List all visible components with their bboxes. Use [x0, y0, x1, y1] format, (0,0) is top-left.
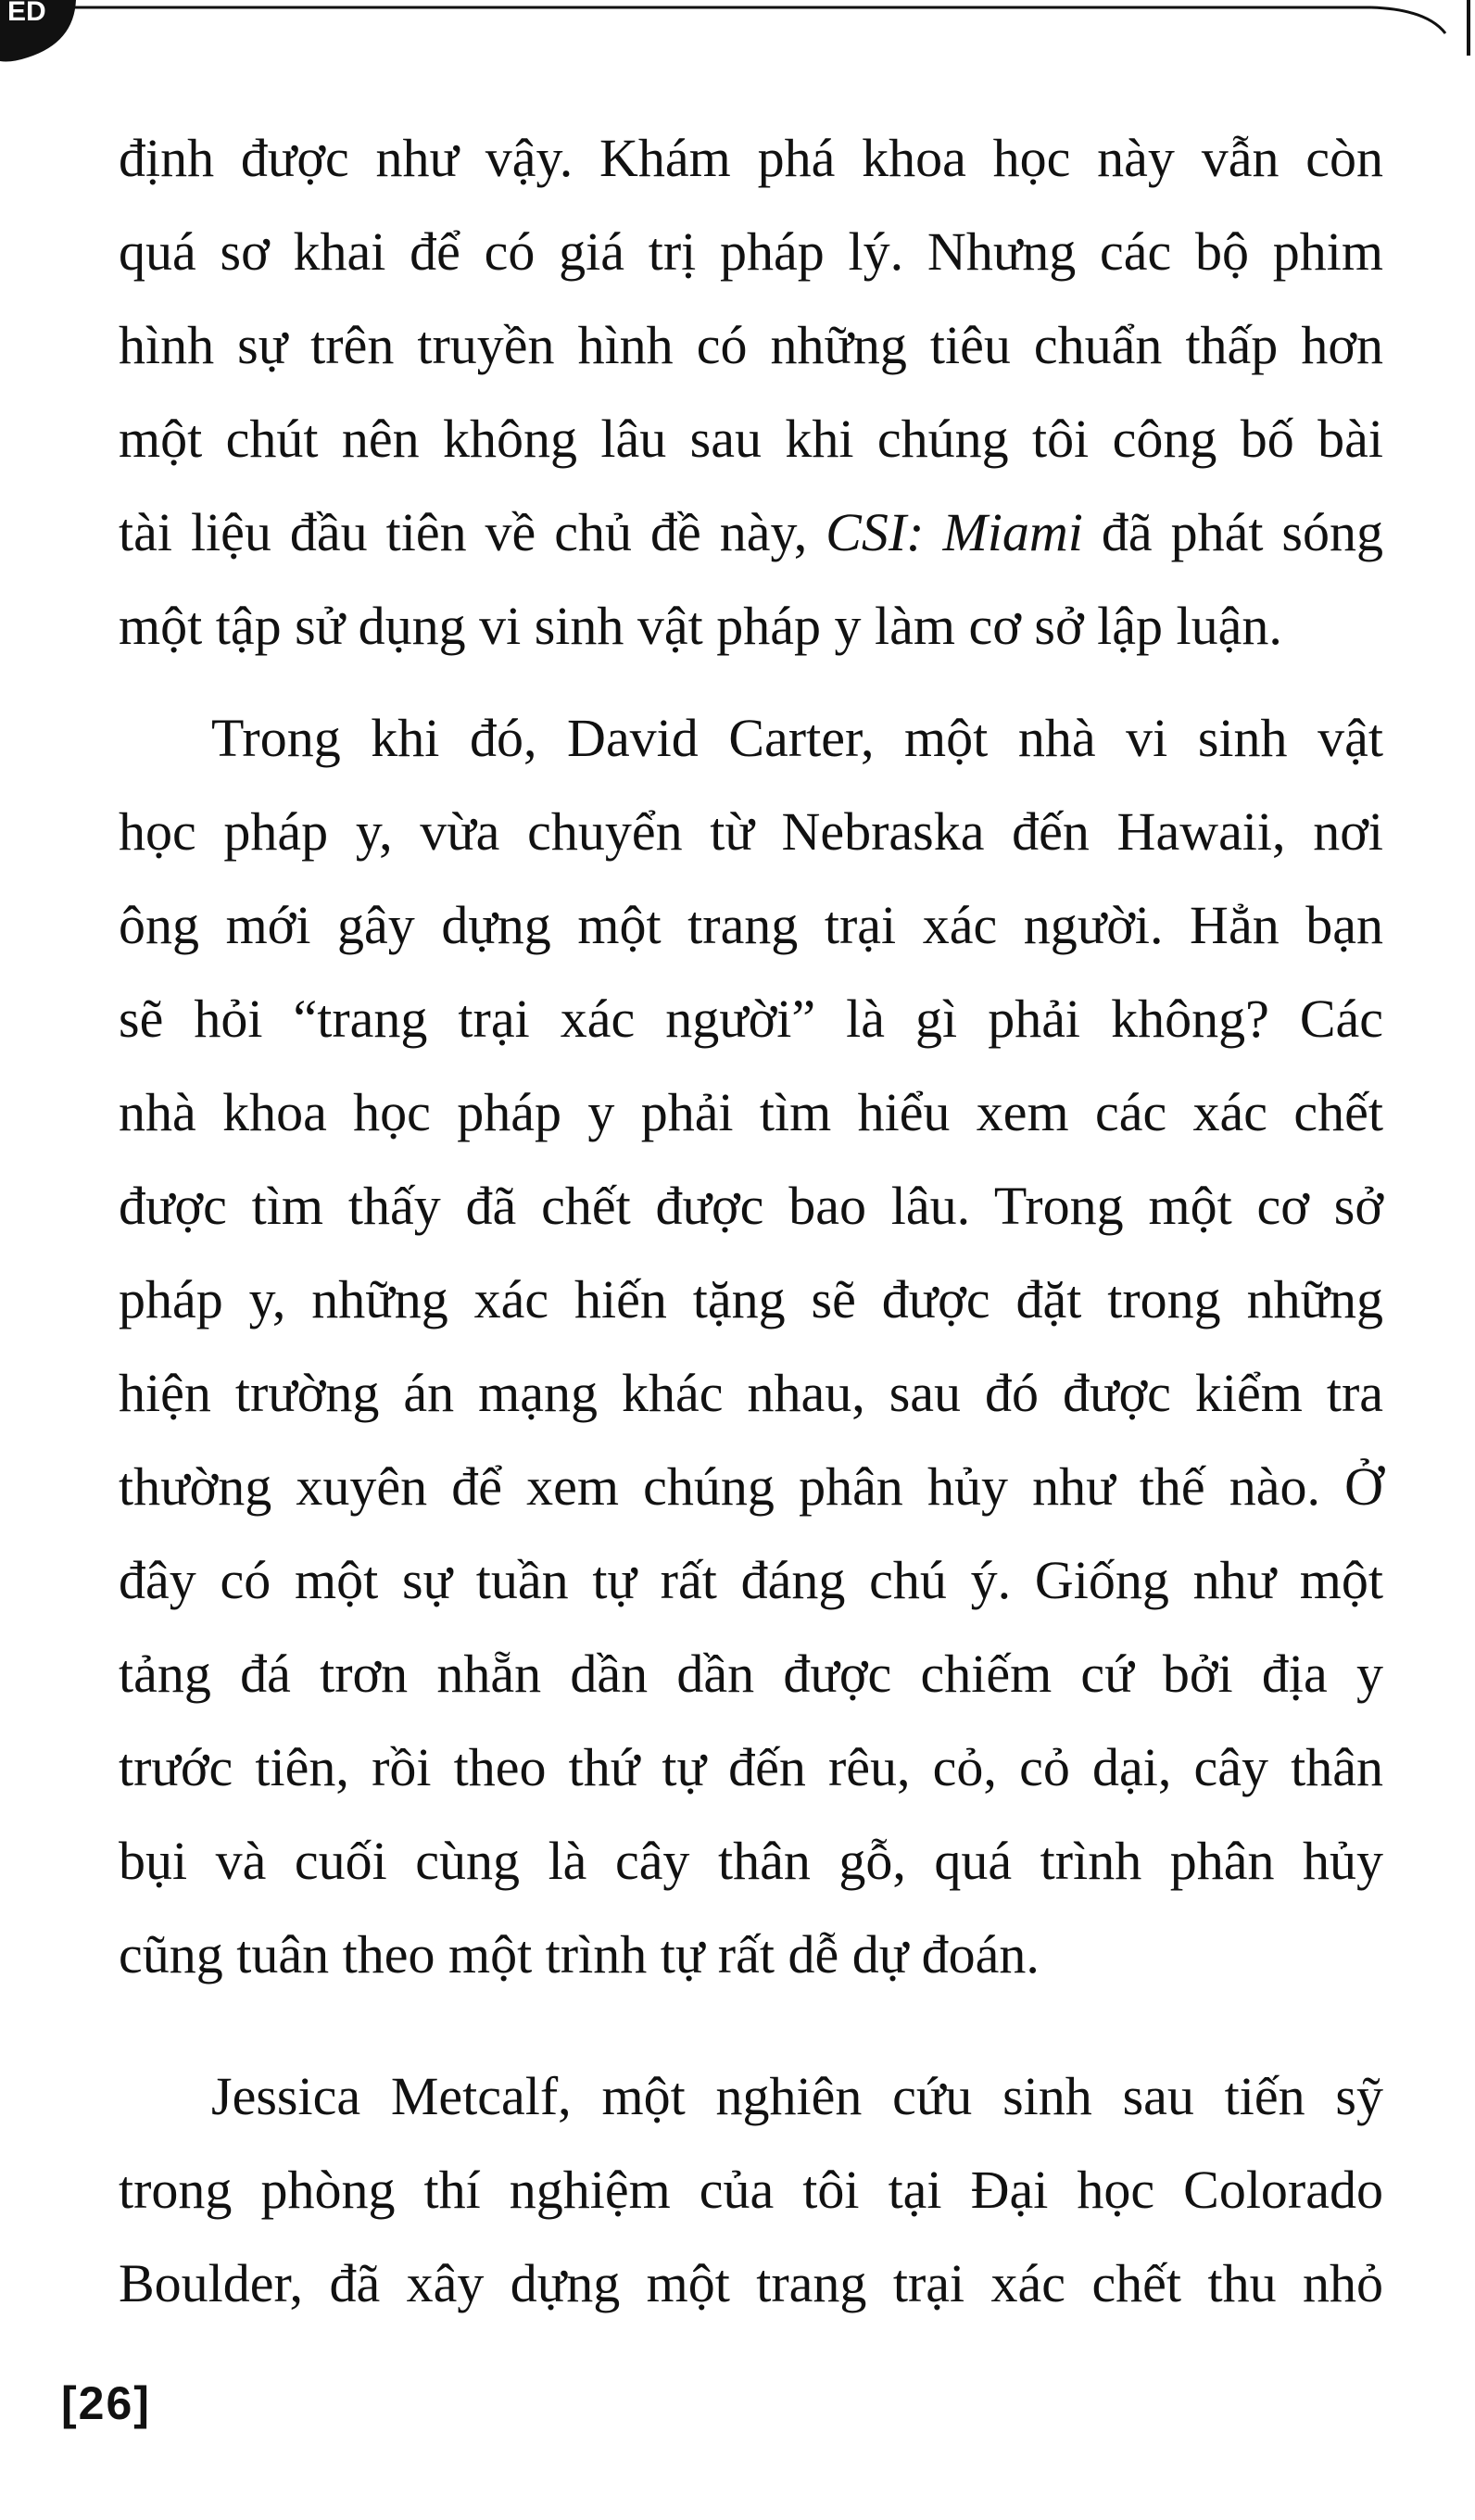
corner-badge-text: ED [7, 0, 46, 27]
text-line: một chút nên không lâu sau khi chúng tôi công bố bài [119, 409, 1383, 469]
text-line: Jessica Metcalf, một nghiên cứu sinh sau tiến sỹ [211, 2066, 1383, 2126]
text-line: một tập sử dụng vi sinh vật pháp y làm cơ sở lập luận. [119, 596, 1282, 656]
paragraph-1 [119, 111, 1383, 673]
page-content [119, 111, 1383, 2330]
text-line: hiện trường án mạng khác nhau, sau đó được kiểm tra [119, 1363, 1383, 1423]
text-line: ông mới gây dựng một trang trại xác người. Hẳn bạn [119, 895, 1383, 955]
text-line: trước tiên, rồi theo thứ tự đến rêu, cỏ, cỏ dại, cây thân [119, 1737, 1383, 1797]
text-line: tảng đá trơn nhẵn dần dần được chiếm cứ bởi địa y [119, 1644, 1383, 1704]
text-line: sẽ hỏi “trang trại xác người” là gì phải không? Các [119, 989, 1383, 1049]
text-line: định được như vậy. Khám phá khoa học này vẫn còn [119, 128, 1383, 188]
text-line: cũng tuân theo một trình tự rất dễ dự đoán. [119, 1924, 1040, 1984]
show-title: CSI: Miami [826, 502, 1083, 562]
text-segment: đã phát sóng [1082, 502, 1383, 562]
text-line: pháp y, những xác hiến tặng sẽ được đặt trong những [119, 1269, 1383, 1329]
text-line: nhà khoa học pháp y phải tìm hiểu xem các xác chết [119, 1082, 1383, 1142]
text-segment: tài liệu đầu tiên về chủ đề này, [119, 502, 826, 562]
header-rule-curl [1371, 7, 1445, 33]
text-line: hình sự trên truyền hình có những tiêu chuẩn thấp hơn [119, 315, 1383, 375]
text-line: Boulder, đã xây dựng một trang trại xác chết thu nhỏ [119, 2253, 1383, 2313]
text-line: trong phòng thí nghiệm của tôi tại Đại học Colorado [119, 2160, 1383, 2220]
header-decoration [0, 0, 1475, 102]
page-number: [26] [61, 2377, 151, 2429]
text-line: đây có một sự tuần tự rất đáng chú ý. Giống như một [119, 1550, 1383, 1610]
text-line: được tìm thấy đã chết được bao lâu. Trong một cơ sở [119, 1176, 1383, 1236]
text-line [119, 485, 1383, 579]
paragraph-3 [119, 2049, 1383, 2330]
text-line: bụi và cuối cùng là cây thân gỗ, quá trình phân hủy [119, 1831, 1383, 1891]
paragraph-2 [119, 691, 1383, 2001]
text-line: Trong khi đó, David Carter, một nhà vi sinh vật [211, 708, 1383, 768]
text-line: thường xuyên để xem chúng phân hủy như thế nào. Ở [119, 1456, 1383, 1517]
text-line: quá sơ khai để có giá trị pháp lý. Nhưng các bộ phim [119, 221, 1383, 282]
text-line: học pháp y, vừa chuyển từ Nebraska đến Hawaii, nơi [119, 801, 1383, 862]
